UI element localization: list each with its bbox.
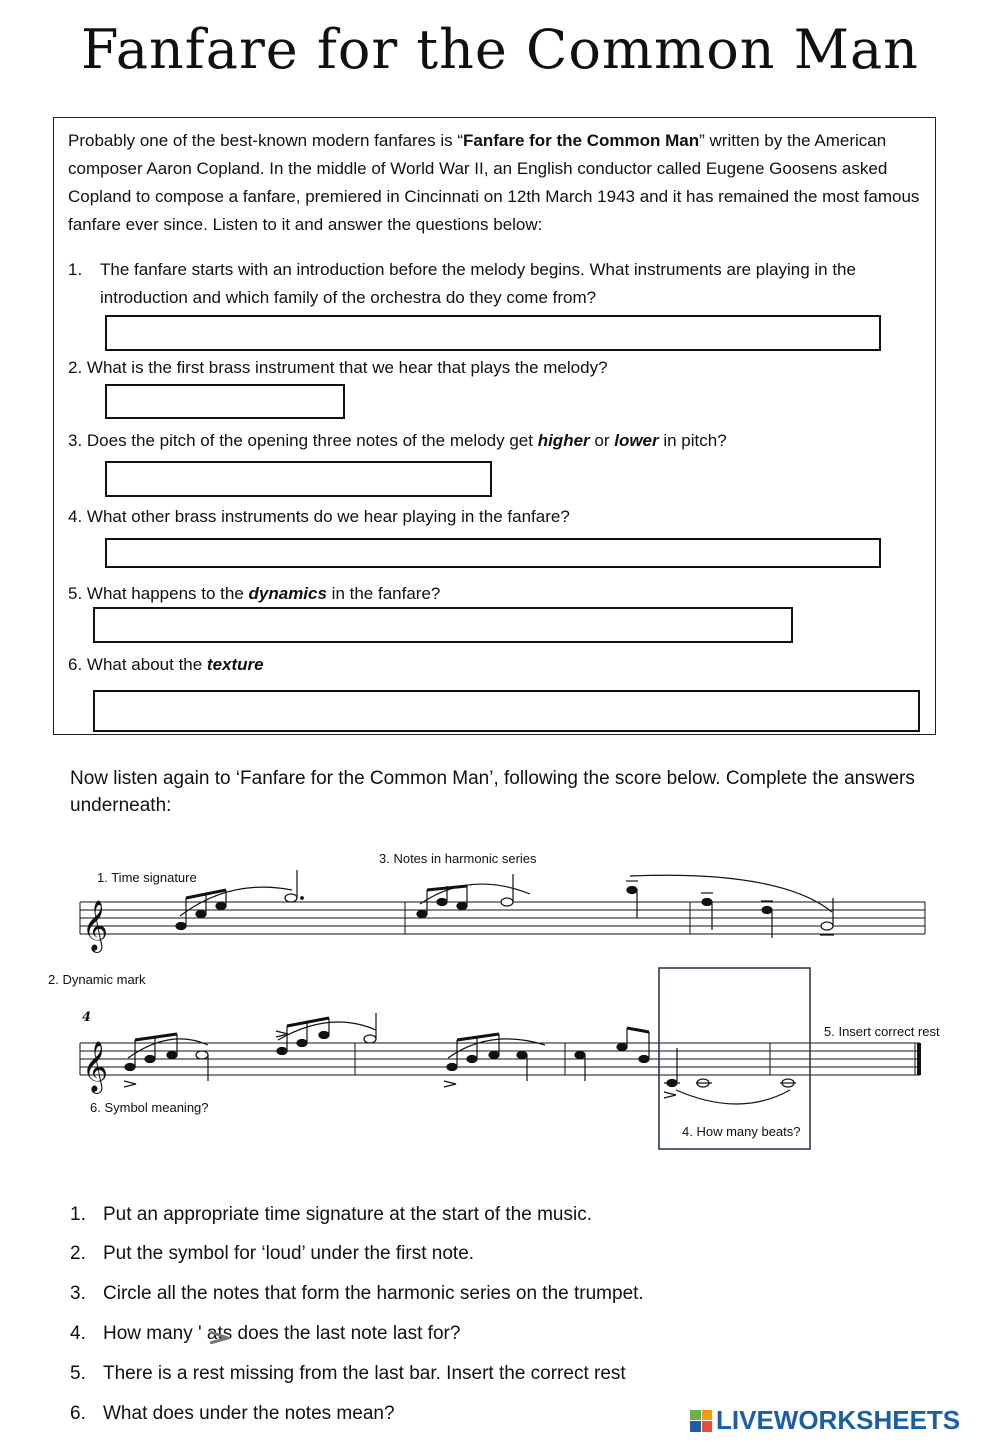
label-how-many-beats: 4. How many beats?	[682, 1124, 801, 1139]
q5-dynamics: dynamics	[248, 584, 327, 603]
treble-clef-icon-2: 𝄞	[82, 1041, 109, 1092]
task-5-text: There is a rest missing from the last bar. Insert the correct rest	[103, 1363, 626, 1384]
task-2-number: 2.	[70, 1243, 86, 1264]
task-5	[70, 1363, 626, 1385]
task-6-number: 6.	[70, 1403, 86, 1424]
q3-part-2: or	[589, 431, 615, 450]
task-3-text: Circle all the notes that form the harmonic series on the trumpet.	[103, 1283, 644, 1304]
task-4-number: 4.	[70, 1323, 86, 1344]
task-3-number: 3.	[70, 1283, 86, 1304]
staff-2-lines	[80, 1043, 920, 1075]
q3-part-1: 3. Does the pitch of the opening three notes of the melody get	[68, 431, 538, 450]
task-1-text: Put an appropriate time signature at the start of the music.	[103, 1204, 592, 1225]
bar-number: 4	[82, 1010, 92, 1025]
intro-text-2: ” written by the American composer Aaron Copland. In the middle of World War II, an English conductor called Eugene Goosens asked Copland to compose a fanfare, premiered in Cincinnati on 12th March 1943 and it has remained the most famous fanfare ever since. Listen to it and answer the questions below:	[68, 131, 920, 234]
liveworksheets-logo[interactable]	[690, 1405, 960, 1436]
logo-mark-icon	[690, 1410, 712, 1432]
task-5-number: 5.	[70, 1363, 86, 1384]
treble-clef-icon: 𝄞	[82, 900, 109, 951]
task-2	[70, 1243, 474, 1265]
question-2-text: 2. What is the first brass instrument that we hear that plays the melody?	[68, 358, 608, 377]
label-dynamic-mark: 2. Dynamic mark	[48, 972, 146, 987]
q6-texture: texture	[206, 655, 264, 674]
task-3	[70, 1283, 644, 1305]
q5-part-1: 5. What happens to the	[68, 584, 249, 603]
q6-part-1: 6. What about the	[68, 655, 207, 674]
staff-1-lines	[80, 902, 925, 934]
intro-text-1: Probably one of the best-known modern fanfares is “	[68, 131, 463, 150]
question-1-text: The fanfare starts with an introduction before the melody begins. What instruments are playing in the introduction and which family of the orchestra do they come from?	[100, 260, 856, 307]
task-1-number: 1.	[70, 1204, 86, 1225]
task-1	[70, 1204, 592, 1226]
logo-text: LIVEWORKSHEETS	[716, 1405, 961, 1435]
label-harmonic-series: 3. Notes in harmonic series	[379, 851, 537, 866]
task-4	[70, 1323, 460, 1345]
q3-lower: lower	[614, 431, 659, 450]
question-1-number: 1.	[68, 260, 83, 279]
task-4-text: How many ' ats does the last note last for?	[103, 1323, 461, 1344]
staff-1-notes	[176, 870, 834, 938]
intro-title-bold: Fanfare for the Common Man	[463, 131, 700, 150]
question-4-text: 4. What other brass instruments do we hear playing in the fanfare?	[68, 507, 570, 526]
q5-part-2: in the fanfare?	[326, 584, 441, 603]
label-symbol-meaning: 6. Symbol meaning?	[90, 1100, 209, 1115]
page-title: Fanfare for the Common Man	[81, 18, 919, 81]
task-6	[70, 1403, 395, 1425]
score-instructions: Now listen again to ‘Fanfare for the Common Man’, following the score below. Complete the answers underneath:	[70, 768, 915, 816]
q3-higher: higher	[537, 431, 590, 450]
task-2-text: Put the symbol for ‘loud’ under the first note.	[103, 1243, 475, 1264]
accent-symbol-icon	[208, 1330, 230, 1344]
q3-part-3: in pitch?	[658, 431, 727, 450]
task-6-text: What does under the notes mean?	[103, 1403, 395, 1424]
label-time-signature: 1. Time signature	[97, 870, 197, 885]
label-insert-rest: 5. Insert correct rest	[824, 1024, 940, 1039]
